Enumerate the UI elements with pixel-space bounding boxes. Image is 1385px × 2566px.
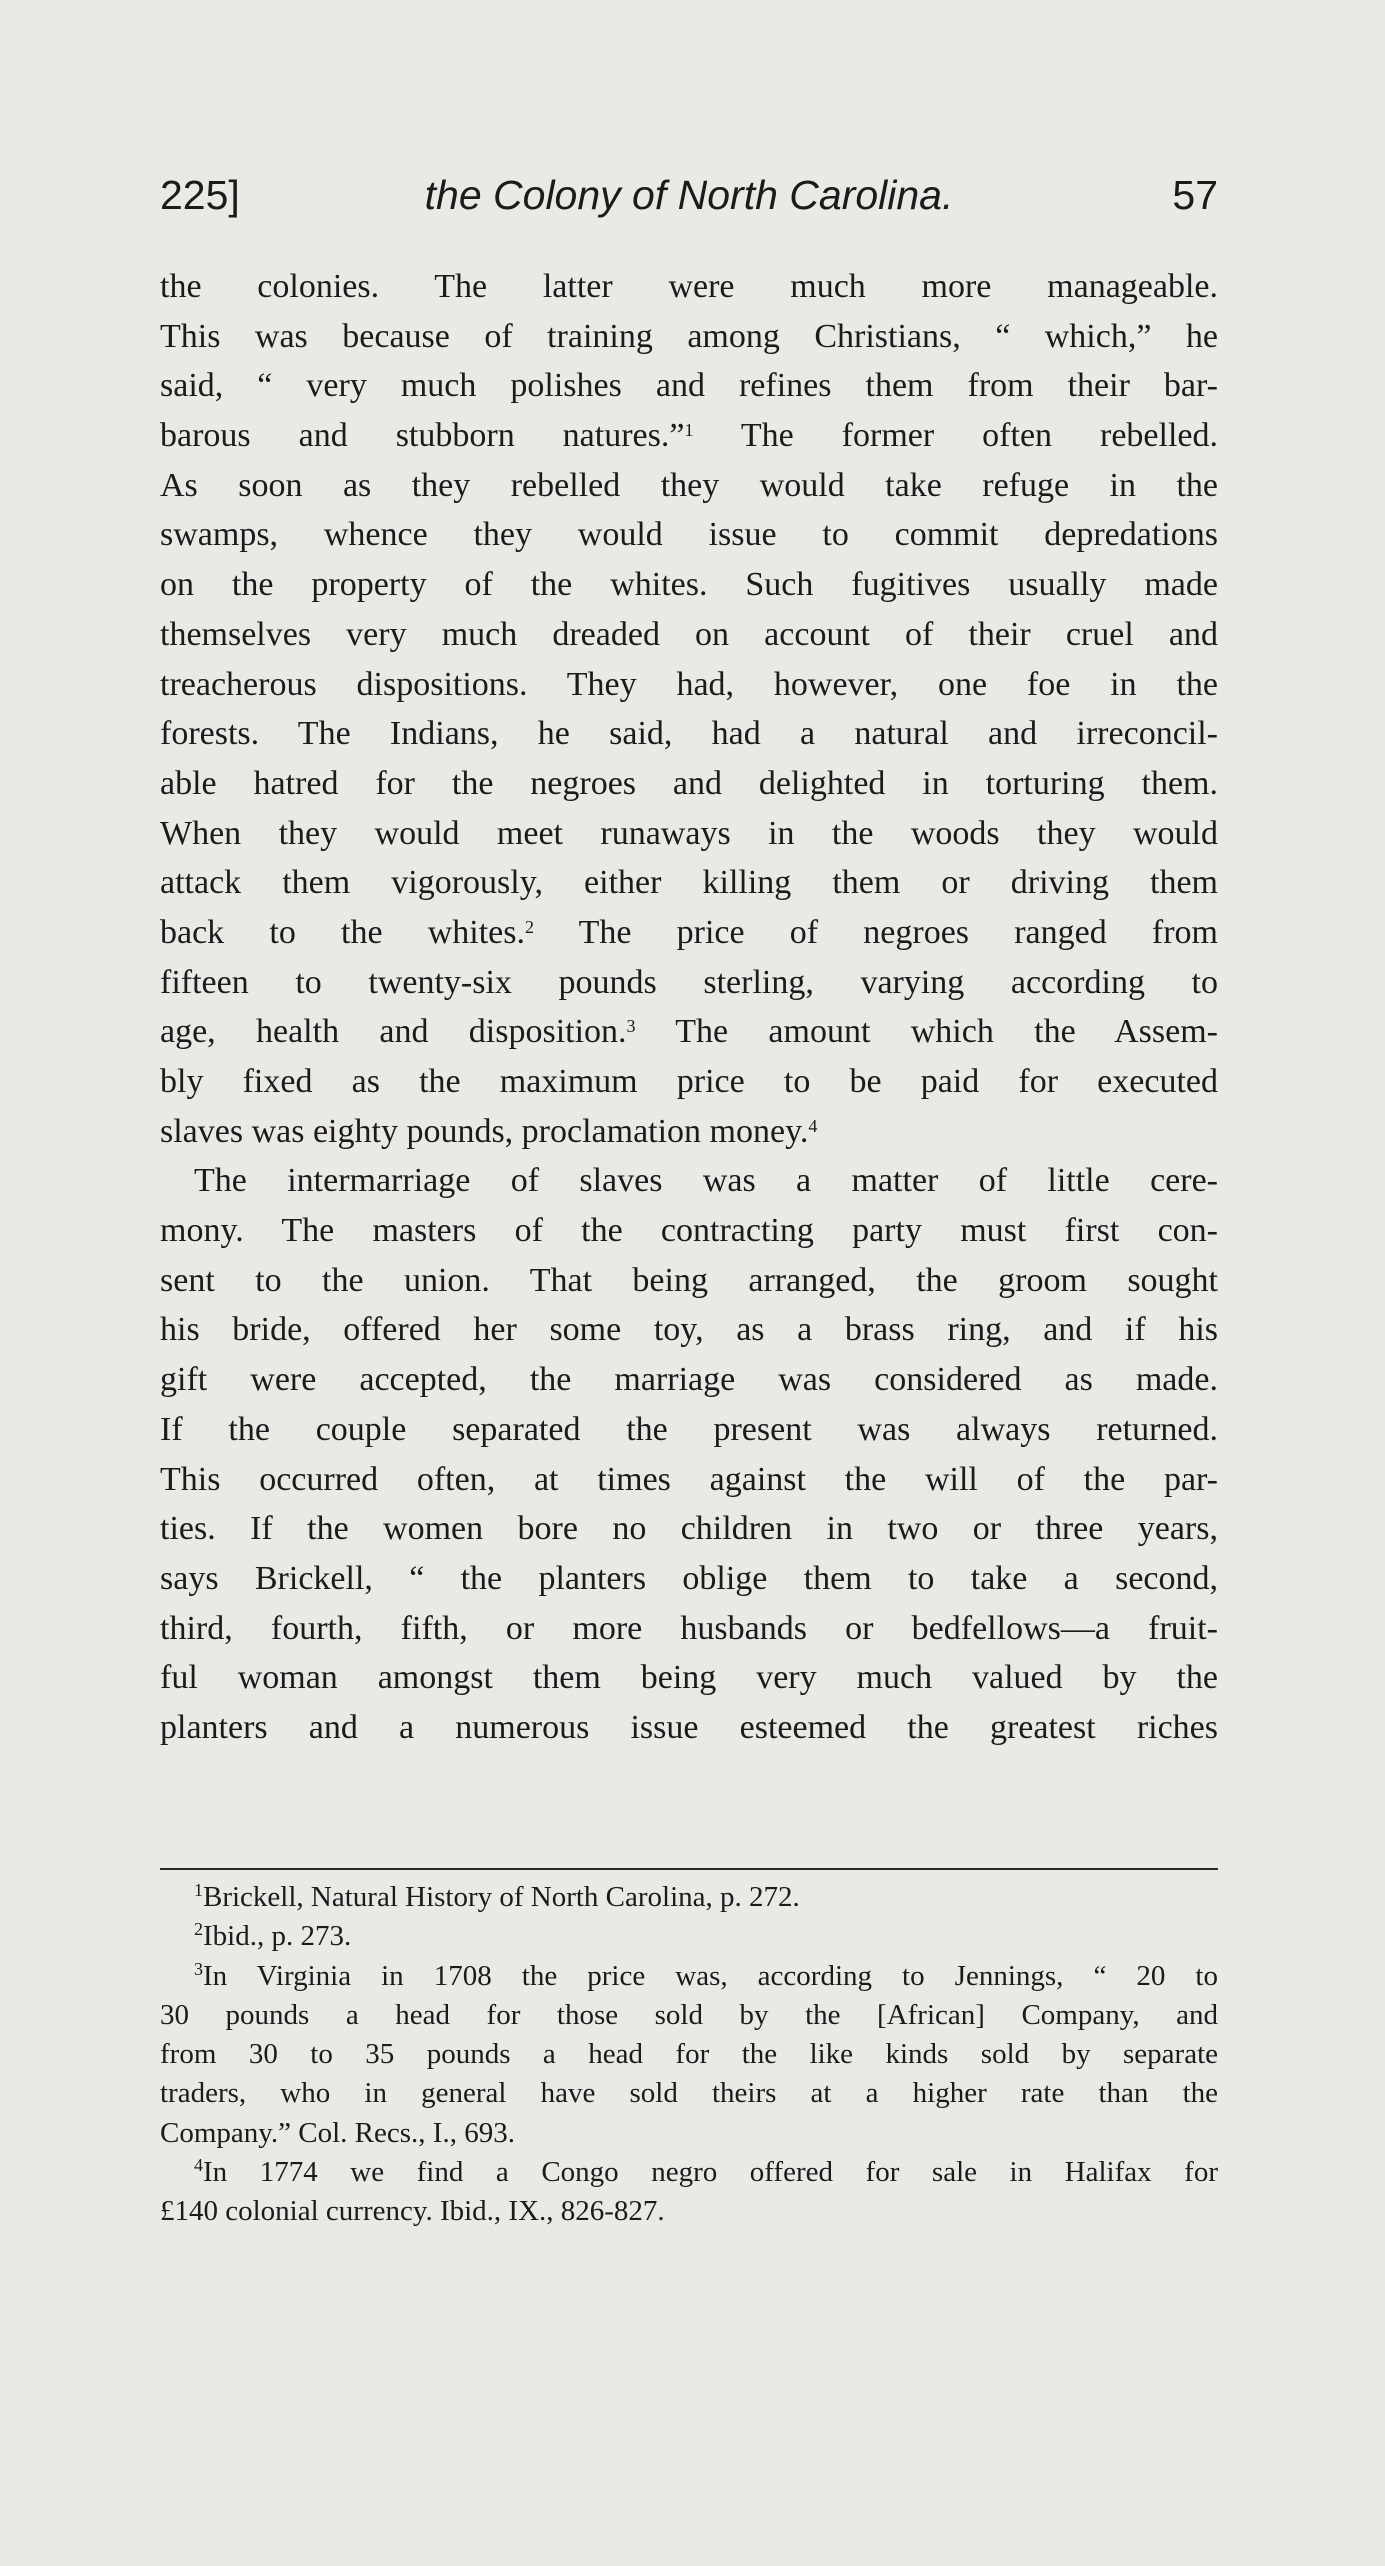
- text-line: the colonies. The latter were much more manageable.: [160, 268, 1218, 305]
- text-line: When they would meet runaways in the woods they would: [160, 814, 1218, 852]
- text-line: [160, 908, 1218, 958]
- text-line: sent to the union. That being arranged, the groom sought: [160, 1261, 1218, 1299]
- footnote-3: [160, 1957, 1218, 1996]
- text-line: bly fixed as the maximum price to be paid for executed: [160, 1063, 1218, 1100]
- footnote-text: In Virginia in 1708 the price was, according to Jennings, “ 20 to: [203, 1959, 1218, 1992]
- text-line: The intermarriage of slaves was a matter of little cere-: [194, 1162, 1218, 1200]
- text-fragment: The former often rebelled.: [740, 417, 1219, 455]
- footnote-text: Brickell, Natural History of North Carolina, p. 272.: [203, 1881, 800, 1913]
- footnote-1: [160, 1878, 1218, 1917]
- footnote-marker: 4: [808, 1115, 818, 1136]
- text-line: [160, 1107, 1218, 1157]
- text-fragment: slaves was eighty pounds, proclamation money.: [160, 1112, 809, 1150]
- running-head: [160, 160, 1218, 230]
- footnote-line: £140 colonial currency. Ibid., IX., 826-827.: [160, 2195, 665, 2228]
- page-range-marker: 225]: [160, 172, 240, 218]
- text-line: said, “ very much polishes and refines them from their bar-: [160, 367, 1218, 405]
- text-line: This was because of training among Christians, “ which,” he: [160, 317, 1218, 355]
- text-line: forests. The Indians, he said, had a natural and irreconcil-: [160, 715, 1218, 753]
- text-line: gift were accepted, the marriage was considered as made.: [160, 1361, 1218, 1399]
- text-line: his bride, offered her some toy, as a brass ring, and if his: [160, 1311, 1218, 1349]
- text-line: ties. If the women bore no children in two or three years,: [160, 1510, 1218, 1548]
- text-fragment: barous and stubborn natures.”: [160, 417, 685, 455]
- text-fragment: The amount which the Assem-: [675, 1013, 1218, 1051]
- footnote-marker: 2: [525, 916, 535, 937]
- text-line: ful woman amongst them being very much valued by the: [160, 1659, 1218, 1697]
- text-line: planters and a numerous issue esteemed the greatest riches: [160, 1708, 1218, 1746]
- text-line: As soon as they rebelled they would take refuge in the: [160, 466, 1218, 504]
- running-title: the Colony of North Carolina.: [424, 172, 954, 218]
- footnote-line: 30 pounds a head for those sold by the [African] Company, and: [160, 1998, 1218, 2031]
- footnote-text: In 1774 we find a Congo negro offered for sale in Halifax for: [203, 2156, 1218, 2189]
- footnote-4: [160, 2153, 1218, 2192]
- text-line: [160, 411, 1218, 461]
- text-line: able hatred for the negroes and delighted in torturing them.: [160, 764, 1218, 802]
- footnote-2: [160, 1917, 1218, 1956]
- text-line: third, fourth, fifth, or more husbands or bedfellows—a fruit-: [160, 1609, 1218, 1647]
- text-line: fifteen to twenty-six pounds sterling, varying according to: [160, 963, 1218, 1001]
- text-line: This occurred often, at times against the will of the par-: [160, 1460, 1218, 1498]
- footnote-number: 1: [194, 1880, 203, 1900]
- footnote-line: from 30 to 35 pounds a head for the like kinds sold by separate: [160, 2038, 1218, 2071]
- footnote-text: Ibid., p. 273.: [203, 1920, 352, 1953]
- footnote-marker: 1: [684, 420, 694, 441]
- page-number: 57: [1172, 172, 1218, 218]
- text-line: treacherous dispositions. They had, however, one foe in the: [160, 665, 1218, 703]
- text-fragment: back to the whites.: [160, 913, 526, 951]
- text-fragment: The price of negroes ranged from: [578, 913, 1219, 951]
- footnote-marker: 3: [626, 1016, 636, 1037]
- text-line: themselves very much dreaded on account of their cruel and: [160, 615, 1218, 653]
- footnote-number: 4: [194, 2155, 203, 2176]
- text-line: mony. The masters of the contracting party must first con-: [160, 1212, 1218, 1250]
- text-fragment: age, health and disposition.: [160, 1013, 627, 1051]
- footnote-number: 3: [194, 1958, 203, 1979]
- footnote-line: traders, who in general have sold theirs at a higher rate than the: [160, 2077, 1218, 2110]
- footnotes: [160, 1878, 1218, 2232]
- footnote-number: 2: [194, 1919, 203, 1940]
- footnote-divider: [160, 1868, 1218, 1870]
- text-line: swamps, whence they would issue to commit depredations: [160, 516, 1218, 554]
- footnote-line: Company.” Col. Recs., I., 693.: [160, 2116, 515, 2149]
- text-line: If the couple separated the present was always returned.: [160, 1410, 1218, 1448]
- text-line: attack them vigorously, either killing them or driving them: [160, 864, 1218, 902]
- text-line: on the property of the whites. Such fugitives usually made: [160, 566, 1218, 604]
- text-line: [160, 1007, 1218, 1057]
- body-text: [160, 262, 1218, 1753]
- text-line: says Brickell, “ the planters oblige them to take a second,: [160, 1559, 1218, 1597]
